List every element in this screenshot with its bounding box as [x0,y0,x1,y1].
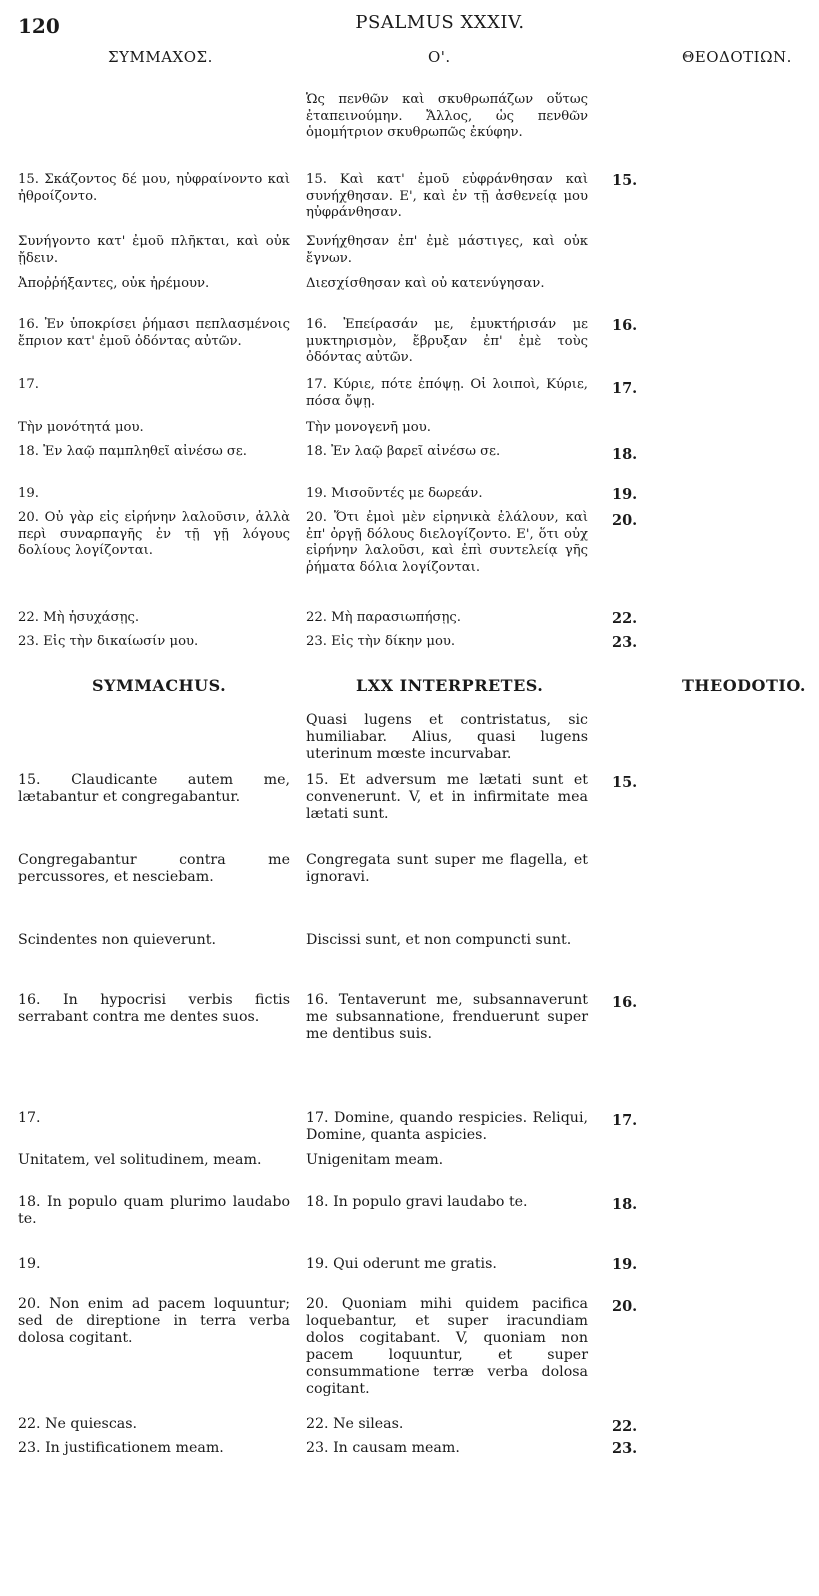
greek-num-17: 17. [612,380,638,397]
greek-sym-17: 17. [18,377,39,392]
latin-num-20: 20. [612,1298,638,1315]
page-number: 120 [18,14,60,38]
greek-sym-18: 18. Ἐν λαῷ παμπληθεῖ αἰνέσω σε. [18,444,247,459]
latin-lxx-17b: Unigenitam meam. [306,1152,444,1168]
latin-lxx-22: 22. Ne sileas. [306,1416,404,1432]
greek-num-16: 16. [612,317,638,334]
greek-lxx-18: 18. Ἐν λαῷ βαρεῖ αἰνέσω σε. [306,444,501,459]
greek-num-20: 20. [612,512,638,529]
greek-num-22: 22. [612,610,638,627]
latin-sym-16: 16. In hypocrisi verbis fictis serrabant contra me dentes suos. [18,992,290,1025]
greek-sym-19: 19. [18,486,39,501]
latin-sym-15: 15. Claudicante autem me, lætabantur et congregabantur. [18,772,290,805]
latin-sym-20: 20. Non enim ad pacem loquuntur; sed de direptione in terra verba dolosa cogitant. [18,1296,290,1346]
latin-lxx-15: 15. Et adversum me lætati sunt et convenerunt. V, et in infirmitate mea lætati sunt. [306,772,588,822]
greek-sym-15c: Ἀποῤῥήξαντες, οὐκ ἠρέμουν. [18,276,210,291]
greek-sym-15b: Συνήγοντο κατ' ἐμοῦ πλῆκται, καὶ οὐκ ᾔδειν. [18,234,290,266]
latin-lxx-18: 18. In populo gravi laudabo te. [306,1194,528,1210]
latin-num-16: 16. [612,994,638,1011]
running-head: PSALMUS XXXIV. [355,12,525,33]
latin-lxx-15b: Congregata sunt super me flagella, et ignoravi. [306,852,588,885]
latin-sym-18: 18. In populo quam plurimo laudabo te. [18,1194,290,1227]
latin-lxx-20: 20. Quoniam mihi quidem pacifica loquebantur, et super iracundiam dolos cogitabant. V, quoniam non pacem loquuntur, et super consummatione terræ verba dolosa cogitant. [306,1296,588,1397]
greek-lxx-15b: Συνήχθησαν ἐπ' ἐμὲ μάστιγες, καὶ οὐκ ἔγνων. [306,234,588,266]
greek-lxx-20: 20. Ὅτι ἐμοὶ μὲν εἰρηνικὰ ἐλάλουν, καὶ ἐπ' ὀργῇ δόλους διελογίζοντο. Ε', ὅτι οὐχ εἰρήνην λαλοῦσι, καὶ ἐπὶ συντελείᾳ γῆς ῥήματα δόλια λογίζονται. [306,510,588,575]
greek-header-symmachus: ΣΥΜΜΑΧΟΣ. [108,48,213,66]
latin-lxx-16: 16. Tentaverunt me, subsannaverunt me subsannatione, frenduerunt super me dentibus suis. [306,992,588,1042]
latin-sym-17: 17. [18,1110,41,1126]
greek-lxx-15: 15. Καὶ κατ' ἐμοῦ εὐφράνθησαν καὶ συνήχθησαν. Ε', καὶ ἐν τῇ ἀσθενείᾳ μου ηὐφράνθησαν. [306,172,588,220]
latin-header-lxx: LXX INTERPRETES. [356,676,544,695]
latin-sym-17b: Unitatem, vel solitudinem, meam. [18,1152,262,1168]
greek-sym-20: 20. Οὐ γὰρ εἰς εἰρήνην λαλοῦσιν, ἀλλὰ περὶ συναρπαγῆς ἐν τῇ γῇ λόγους δολίους λογίζονται. [18,510,290,558]
greek-lxx-19: 19. Μισοῦντές με δωρεάν. [306,486,483,501]
latin-num-22: 22. [612,1418,638,1435]
greek-sym-23: 23. Εἰς τὴν δικαίωσίν μου. [18,634,199,649]
greek-sym-22: 22. Μὴ ἡσυχάσῃς. [18,610,140,625]
latin-num-19: 19. [612,1256,638,1273]
greek-lxx-15c: Διεσχίσθησαν καὶ οὐ κατενύγησαν. [306,276,545,291]
greek-header-theodotion: ΘΕΟΔΟΤΙΩΝ. [682,48,792,66]
latin-num-23: 23. [612,1440,638,1457]
latin-lxx-19: 19. Qui oderunt me gratis. [306,1256,497,1272]
latin-num-18: 18. [612,1196,638,1213]
greek-lxx-16: 16. Ἐπείρασάν με, ἐμυκτήρισάν με μυκτηρισμὸν, ἔβρυξαν ἐπ' ἐμὲ τοὺς ὀδόντας αὐτῶν. [306,317,588,365]
greek-sym-16: 16. Ἐν ὑποκρίσει ῥήμασι πεπλασμένοις ἔπριον κατ' ἐμοῦ ὀδόντας αὐτῶν. [18,317,290,349]
latin-header-theodotion: THEODOTIO. [682,676,806,695]
greek-sym-17b: Τὴν μονότητά μου. [18,420,144,435]
latin-sym-19: 19. [18,1256,41,1272]
greek-header-lxx: O'. [428,48,451,66]
greek-num-19: 19. [612,486,638,503]
latin-header-symmachus: SYMMACHUS. [92,676,227,695]
latin-lxx-17: 17. Domine, quando respicies. Reliqui, Domine, quanta aspicies. [306,1110,588,1143]
greek-lxx-17b: Τὴν μονογενῆ μου. [306,420,431,435]
greek-num-18: 18. [612,446,638,463]
latin-lxx-23: 23. In causam meam. [306,1440,460,1456]
latin-lxx-intro: Quasi lugens et contristatus, sic humiliabar. Alius, quasi lugens uterinum mœste incurvabar. [306,712,588,762]
greek-lxx-intro: Ὡς πενθῶν καὶ σκυθρωπάζων οὕτως ἐταπεινούμην. Ἄλλος, ὡς πενθῶν ὁμομήτριον σκυθρωπῶς ἐκύφην. [306,92,588,140]
latin-num-17: 17. [612,1112,638,1129]
greek-sym-15: 15. Σκάζοντος δέ μου, ηὐφραίνοντο καὶ ἠθροίζοντο. [18,172,290,204]
greek-num-23: 23. [612,634,638,651]
latin-num-15: 15. [612,774,638,791]
latin-sym-15c: Scindentes non quieverunt. [18,932,217,948]
greek-lxx-22: 22. Μὴ παρασιωπήσῃς. [306,610,461,625]
greek-num-15: 15. [612,172,638,189]
greek-lxx-17: 17. Κύριε, πότε ἐπόψῃ. Οἱ λοιποὶ, Κύριε, πόσα ὄψῃ. [306,377,588,409]
latin-sym-23: 23. In justificationem meam. [18,1440,224,1456]
latin-sym-22: 22. Ne quiescas. [18,1416,138,1432]
greek-lxx-23: 23. Εἰς τὴν δίκην μου. [306,634,456,649]
latin-lxx-15c: Discissi sunt, et non compuncti sunt. [306,932,572,948]
latin-sym-15b: Congregabantur contra me percussores, et nesciebam. [18,852,290,885]
